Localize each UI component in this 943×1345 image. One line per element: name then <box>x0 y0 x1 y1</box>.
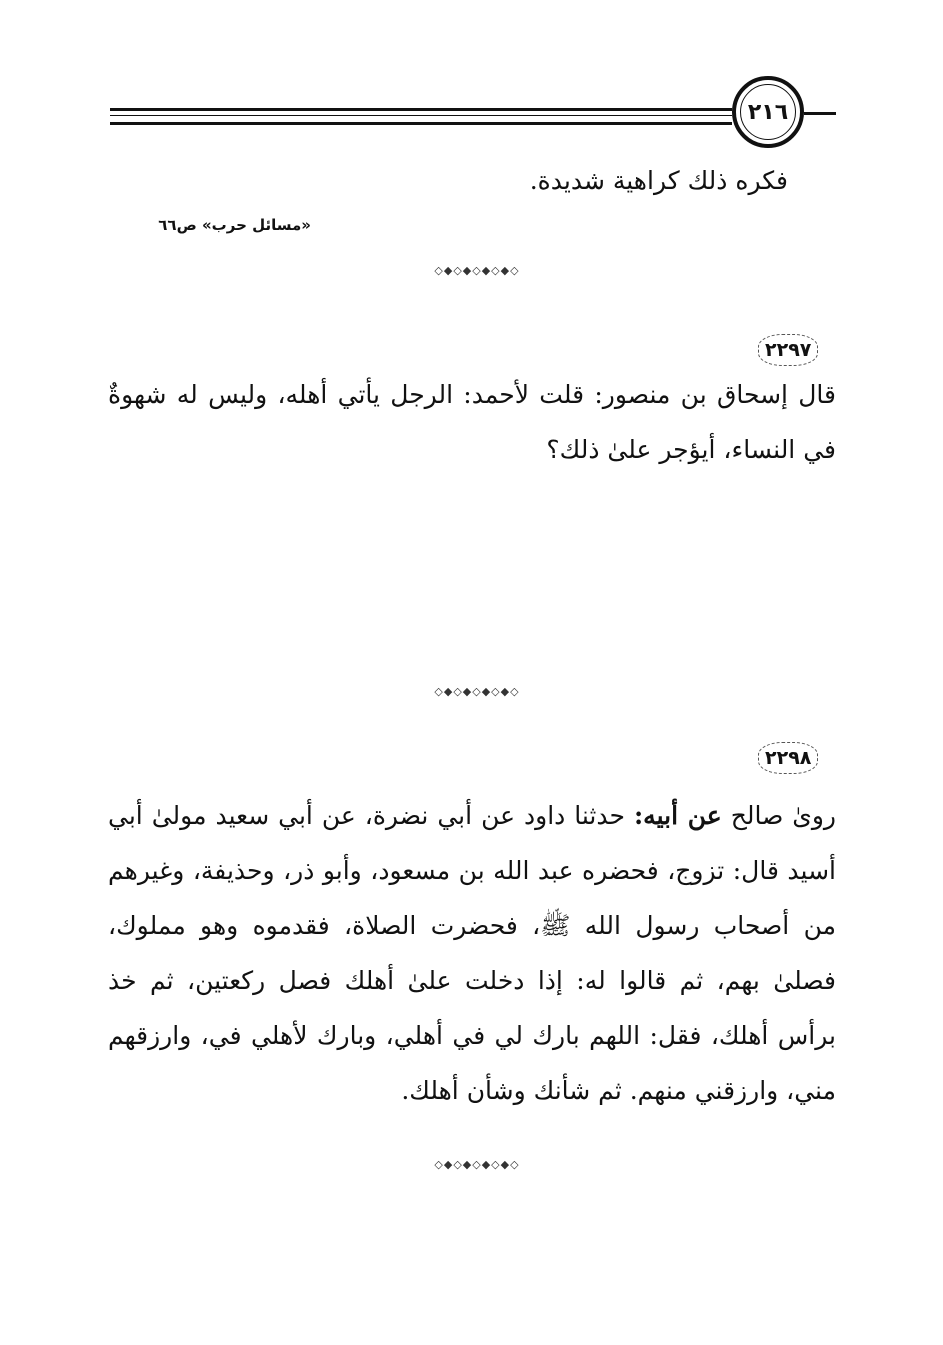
section-divider: ◇◆◇◆◇◆◇◆◇ <box>434 1158 520 1171</box>
entry-number: ٢٢٩٧ <box>758 334 818 366</box>
header-rule-bottom <box>110 122 732 125</box>
paragraph-start: روىٰ صالح <box>730 801 836 830</box>
page-number-badge <box>732 76 804 148</box>
section-divider: ◇◆◇◆◇◆◇◆◇ <box>434 685 520 698</box>
page-number: ٢١٦ <box>747 99 789 125</box>
header-rule-middle <box>110 115 732 116</box>
paragraph-lead: عن أبيه: <box>633 801 722 830</box>
paragraph-rest: حدثنا داود عن أبي نضرة، عن أبي سعيد مولىٰ أبي أسيد قال: تزوج، فحضره عبد الله بن مسعود، وأبو ذر، وحذيفة، وغيرهم من أصحاب رسول الله ﷺ، فحضرت الصلاة، فقدموه وهو مملوك، فصلىٰ بهم، ثم قالوا له: إذا دخلت علىٰ أهلك فصل ركعتين، ثم خذ برأس أهلك، فقل: اللهم بارك لي في أهلي، وبارك لأهلي في، وارزقهم مني، وارزقني منهم. ثم شأنك وشأن أهلك. <box>108 801 836 1105</box>
entry-paragraph: قال إسحاق بن منصور: قلت لأحمد: الرجل يأتي أهله، وليس له شهوةٌ في النساء، أيؤجر علىٰ ذلك؟ <box>108 380 836 464</box>
header-rule-right <box>804 112 836 115</box>
intro-text: فكره ذلك كراهية شديدة. <box>529 166 788 195</box>
section-divider: ◇◆◇◆◇◆◇◆◇ <box>434 264 520 277</box>
intro-source: «مسائل حرب» ص٦٦ <box>158 216 311 234</box>
header-rule-top <box>110 108 732 111</box>
entry-number: ٢٢٩٨ <box>758 742 818 774</box>
entry-paragraph <box>108 788 836 1118</box>
